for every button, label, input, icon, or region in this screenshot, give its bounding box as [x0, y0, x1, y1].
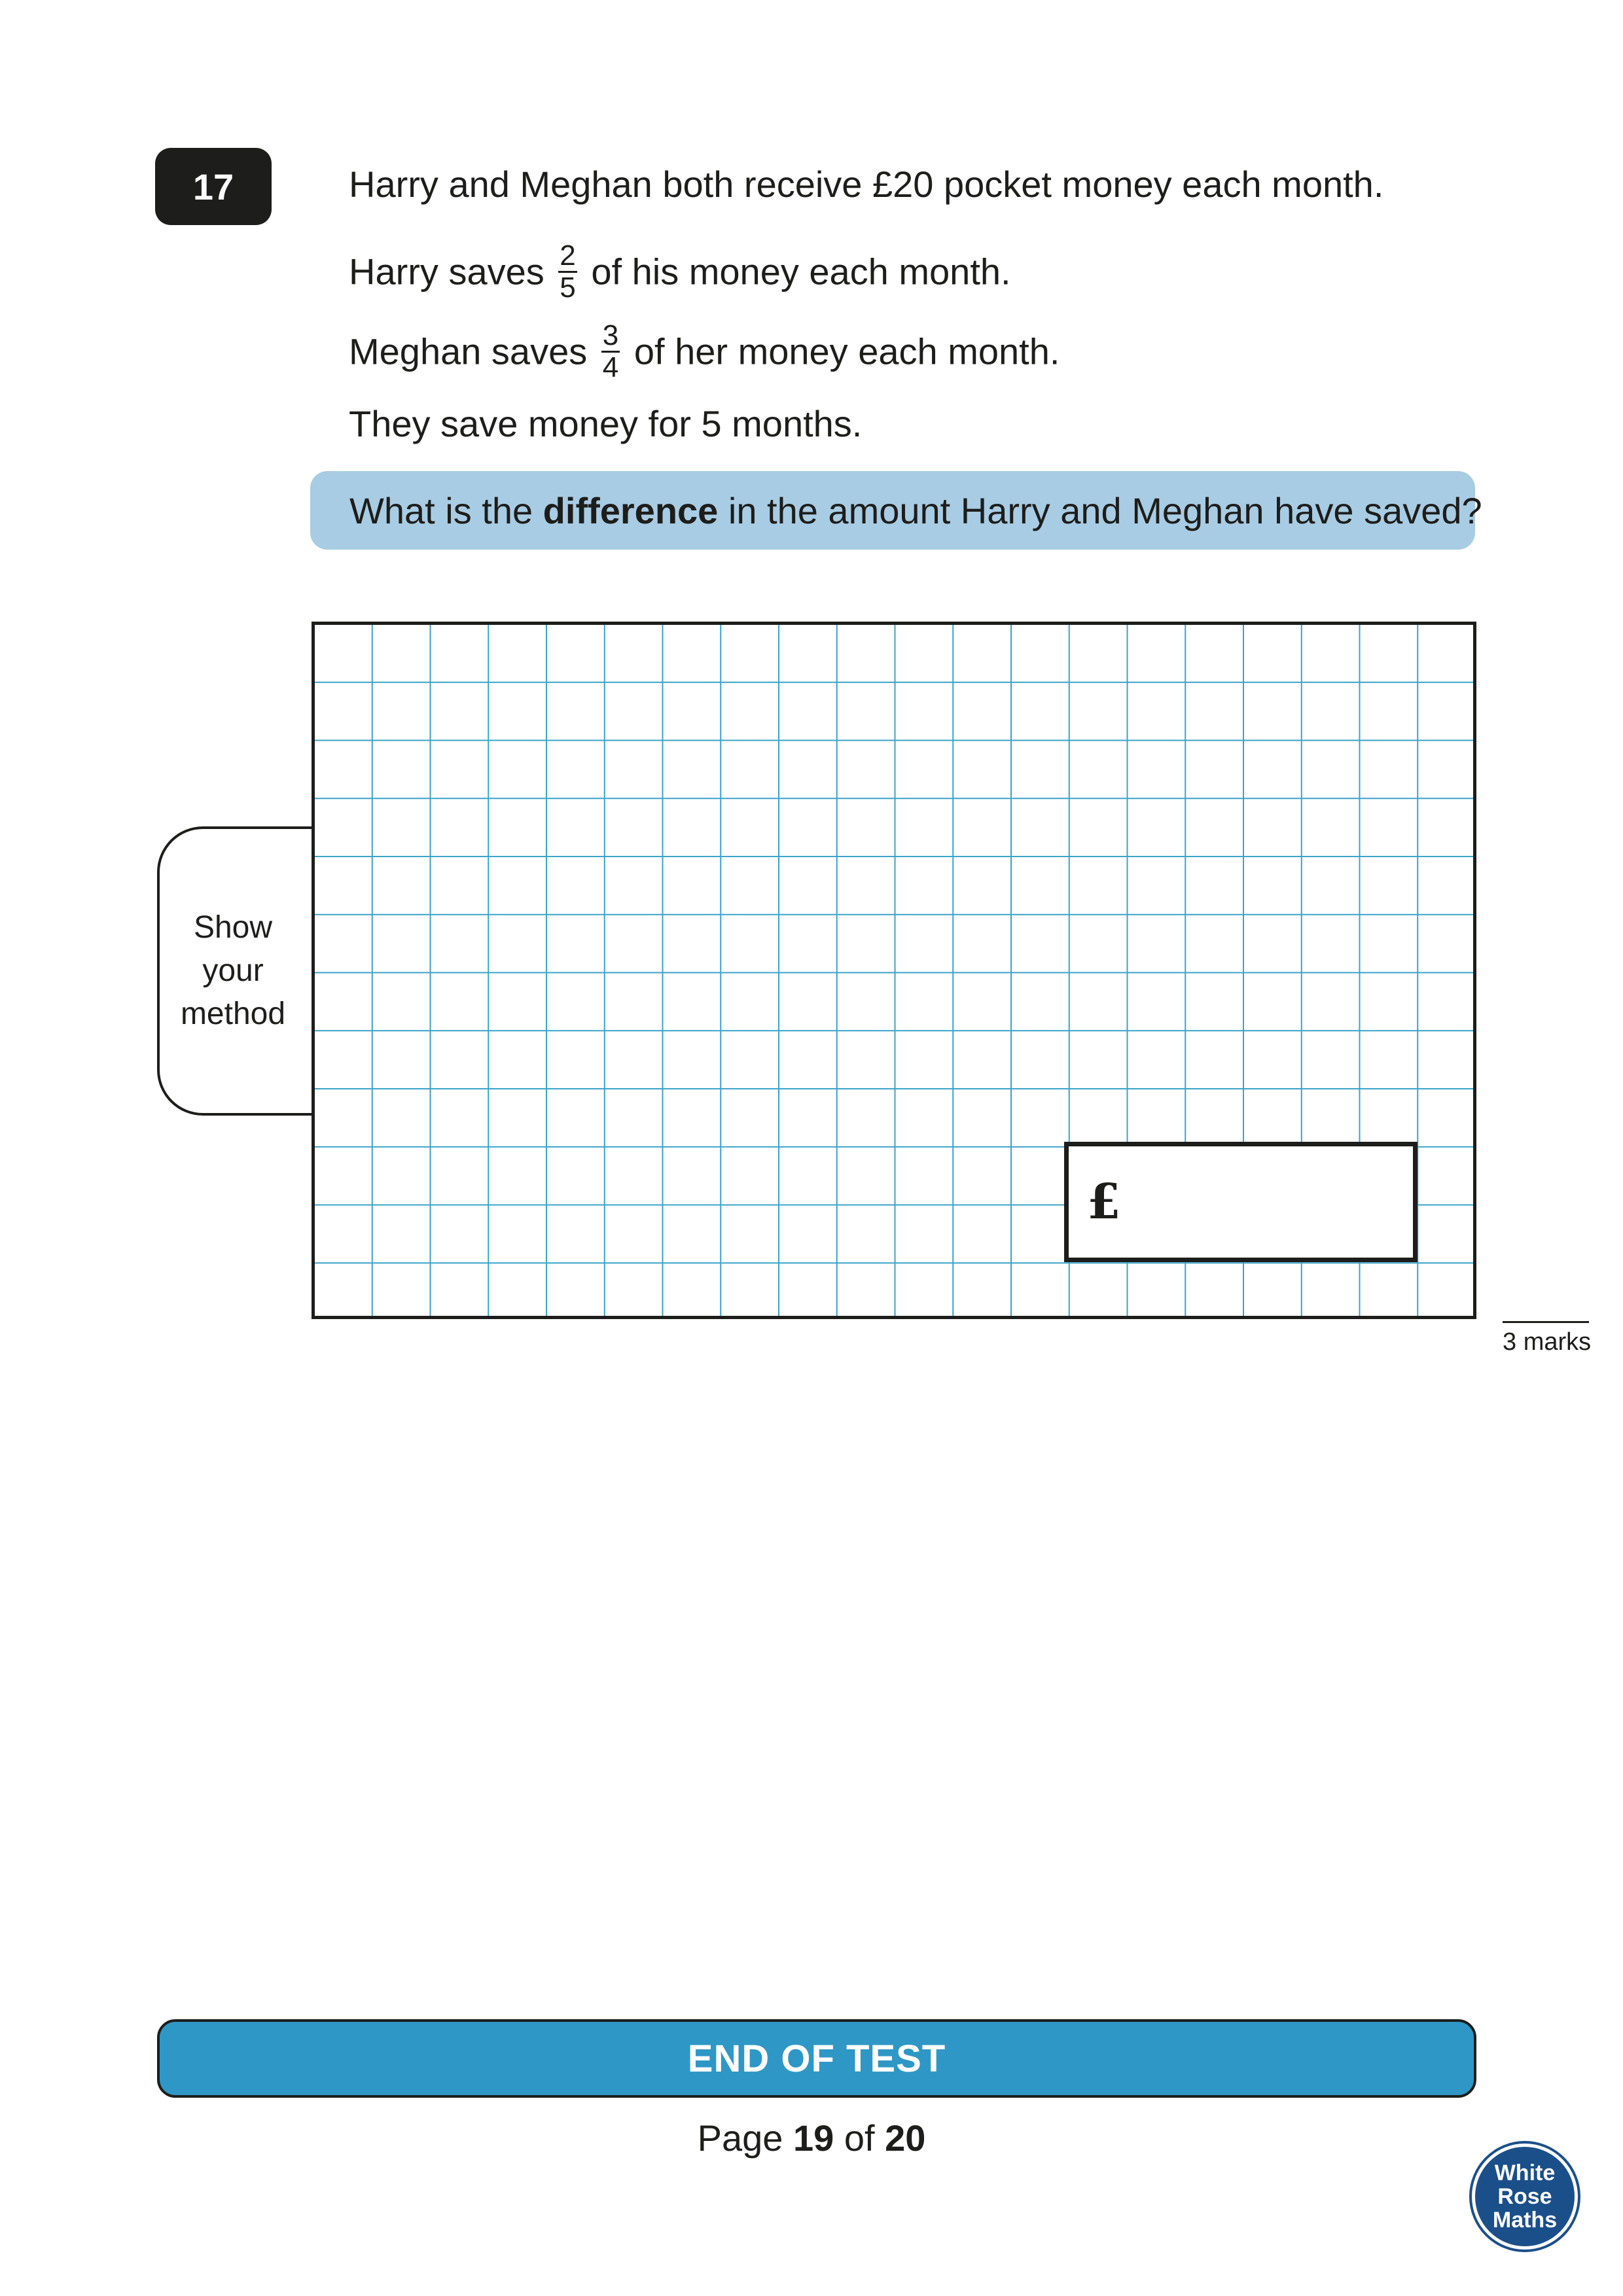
method-tab-line-3: method — [180, 997, 286, 1031]
harry-fraction-denominator: 5 — [560, 272, 576, 304]
method-tab-line-1: Show — [193, 910, 273, 945]
page-number — [0, 2117, 1623, 2159]
answer-box[interactable] — [1064, 1142, 1418, 1262]
white-rose-maths-logo — [1472, 2144, 1578, 2250]
prompt-text-before: What is the — [349, 489, 533, 531]
page-current: 19 — [793, 2117, 834, 2159]
meghan-fraction — [601, 321, 620, 383]
harry-fraction — [558, 241, 577, 303]
question-prompt — [310, 471, 1482, 550]
page-word: Page — [697, 2117, 783, 2159]
end-of-test-label: END OF TEST — [687, 2037, 946, 2080]
show-method-tab — [157, 826, 327, 1116]
logo-line-3: Maths — [1492, 2208, 1558, 2233]
prompt-text-after: in the amount Harry and Meghan have saved? — [728, 489, 1482, 531]
meghan-text-before: Meghan saves — [349, 330, 588, 372]
prompt-bold-word: difference — [543, 489, 719, 531]
question-line-harry — [349, 239, 1011, 306]
question-line-meghan — [349, 319, 1060, 385]
method-tab-line-2: your — [202, 953, 264, 988]
marks-label: 3 marks — [1503, 1328, 1592, 1356]
question-number-badge — [155, 148, 272, 225]
logo-line-1: White — [1494, 2161, 1556, 2185]
question-line-1: Harry and Meghan both receive £20 pocket money each month. — [349, 164, 1384, 205]
question-line-months: They save money for 5 months. — [349, 403, 863, 444]
harry-text-before: Harry saves — [349, 251, 544, 292]
question-number: 17 — [192, 166, 234, 207]
logo-line-2: Rose — [1497, 2184, 1552, 2209]
harry-text-after: of his money each month. — [591, 251, 1011, 292]
meghan-text-after: of her money each month. — [633, 330, 1060, 372]
meghan-fraction-denominator: 4 — [602, 351, 619, 383]
harry-fraction-numerator: 2 — [560, 239, 576, 272]
end-of-test-banner — [157, 2019, 1476, 2098]
page-total: 20 — [885, 2117, 926, 2159]
marks-rule — [1503, 1321, 1589, 1323]
currency-symbol: £ — [1087, 1174, 1121, 1230]
page-of: of — [844, 2117, 875, 2159]
meghan-fraction-numerator: 3 — [602, 319, 619, 351]
